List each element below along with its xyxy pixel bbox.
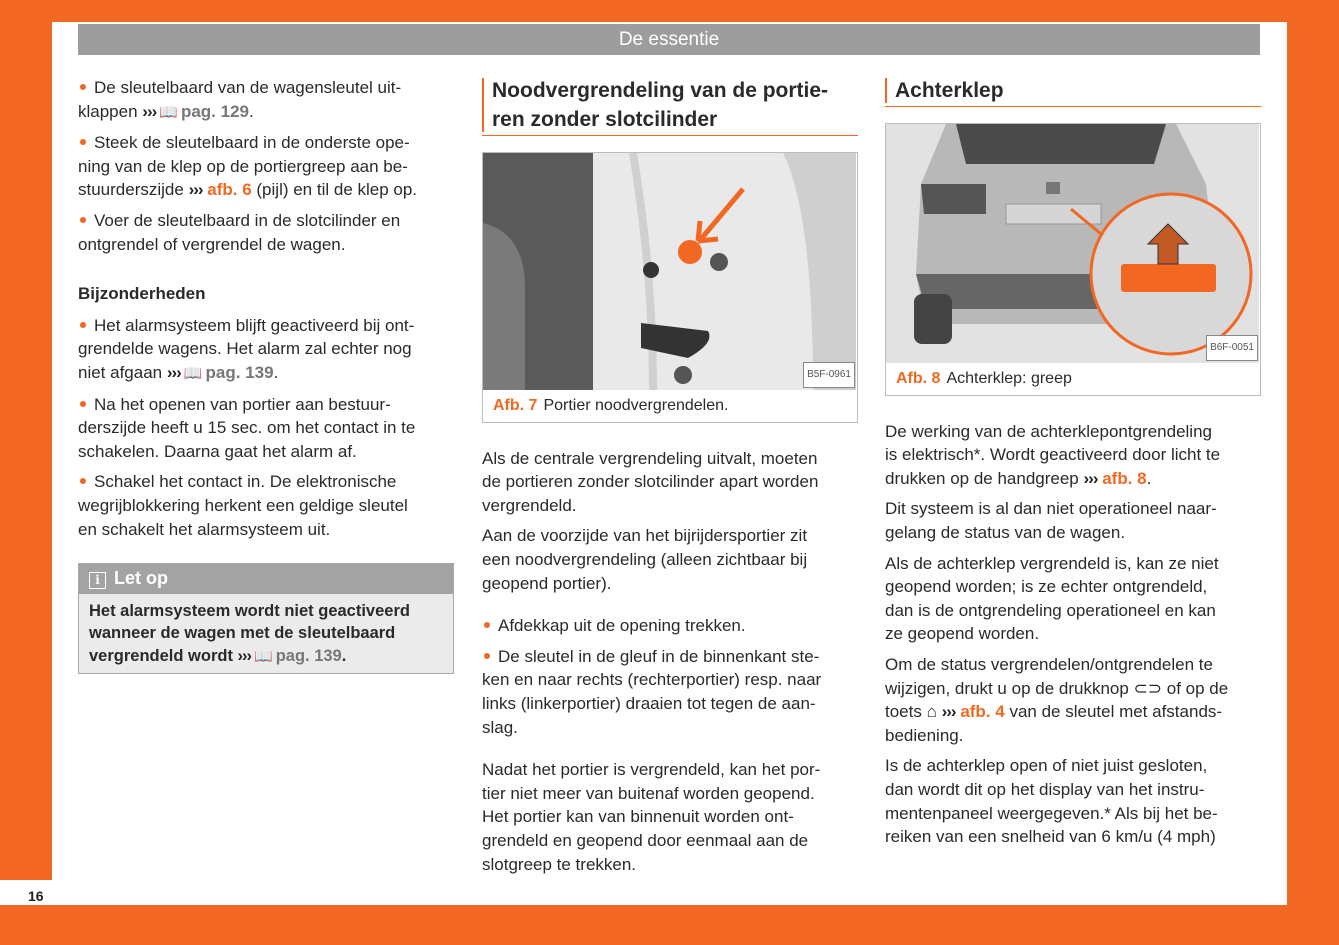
text: Als de achterklep vergrendeld is, kan ze niet geopend worden; is ze echter ontgrendeld, dan is de ontgrendeling operationeel en kan ze geopend worden. <box>885 553 1219 644</box>
bullet-item <box>78 470 454 541</box>
page-link[interactable]: pag. 139 <box>275 646 342 665</box>
text: Als de centrale vergrendeling uitvalt, moeten de portieren zonder slotcilinder apart worden vergrendeld. <box>482 448 819 515</box>
text: (pijl) en til de klep op. <box>251 180 418 200</box>
text: Voer de sleutelbaard in de slotcilinder en ontgrendel of vergrendel de wagen. <box>78 210 401 254</box>
paragraph <box>885 497 1261 544</box>
section-header: De essentie <box>78 24 1260 55</box>
bullet-item <box>78 393 454 464</box>
bullet-item <box>78 131 454 202</box>
figure-caption <box>886 363 1260 395</box>
bullet-item <box>78 76 454 124</box>
paragraph <box>482 524 858 595</box>
figure-7 <box>482 152 858 423</box>
intro-steps <box>78 76 454 256</box>
column-1 <box>78 76 454 674</box>
text: De sleutelbaard van de wagensleutel uit- klappen <box>78 78 402 121</box>
section-heading: Noodvergrendeling van de portie- ren zonder slotcilinder <box>482 76 858 136</box>
figure-code: B5F-0961 <box>803 362 855 388</box>
figure-label: Afb. 7 <box>493 397 538 414</box>
door-illustration <box>483 153 857 390</box>
column-2 <box>482 76 858 883</box>
text: Om de status vergrendelen/ontgrendelen te wijzigen, drukt u op de drukknop <box>885 654 1213 698</box>
text: van de sleutel met afstands- bediening. <box>885 702 1223 745</box>
text: Steek de sleutelbaard in de onderste ope- ning van de klep op de portiergreep aan be- stuurderszijde <box>78 133 410 200</box>
paragraph <box>482 447 858 518</box>
bullet-item <box>78 314 454 386</box>
note-title: Let op <box>114 568 168 589</box>
caption-text: Portier noodvergrendelen. <box>543 397 729 414</box>
arrows: ››› <box>237 646 252 665</box>
text: of op de toets <box>885 678 1229 722</box>
info-icon: i <box>89 572 106 589</box>
figure-link[interactable]: afb. 4 <box>955 702 1005 722</box>
text: Dit systeem is al dan niet operationeel naar- gelang de status van de wagen. <box>885 499 1217 542</box>
section-heading: Achterklep <box>885 76 1261 107</box>
figure-link[interactable]: afb. 6 <box>202 180 252 200</box>
key-button-icon: ⌂ <box>926 702 937 722</box>
bullet-item <box>482 614 858 638</box>
text: . <box>341 646 347 665</box>
arrows: ››› <box>142 101 157 121</box>
book-icon: 📖 <box>254 647 273 665</box>
arrows: ››› <box>166 362 181 382</box>
text: . <box>1146 468 1152 488</box>
text: . <box>249 101 254 121</box>
paragraph <box>885 552 1261 646</box>
body-text <box>885 420 1261 849</box>
body-text <box>482 447 858 877</box>
figure-label: Afb. 8 <box>896 370 941 387</box>
tailgate-illustration <box>886 124 1260 363</box>
text: Het alarmsysteem blijft geactiveerd bij ont- grendelde wagens. Het alarm zal echter nog niet afgaan <box>78 315 415 382</box>
text: De sleutel in de gleuf in de binnenkant ste- ken en naar rechts (rechterportier) resp. naar links (linkerportier) draaien tot tegen de aan- slag. <box>482 646 822 737</box>
text: Het alarmsysteem wordt niet geactiveerd wanneer de wagen met de sleutelbaard vergrendeld wordt <box>89 601 410 665</box>
key-button-icon: ⊂⊃ <box>1133 678 1163 698</box>
paragraph <box>885 653 1261 747</box>
text: . <box>273 362 279 382</box>
figure-link[interactable]: afb. 8 <box>1097 468 1147 488</box>
details-list <box>78 314 454 541</box>
page-link[interactable]: pag. 129 <box>180 101 249 121</box>
text: Nadat het portier is vergrendeld, kan het por- tier niet meer van buitenaf worden geopend. Het portier kan van binnenuit worden ont- grendeld en geopend door eenmaal aan de slotgreep te trekken. <box>482 760 821 874</box>
figure-8 <box>885 123 1261 396</box>
paragraph <box>482 758 858 876</box>
note-header <box>79 564 453 594</box>
bullet-item <box>78 209 454 256</box>
text: Schakel het contact in. De elektronische wegrijblokkering herkent een geldige sleutel en schakelt het alarmsysteem uit. <box>78 472 408 539</box>
book-icon: 📖 <box>183 364 203 382</box>
figure-code: B6F-0051 <box>1206 335 1258 361</box>
paragraph <box>885 420 1261 491</box>
caption-text: Achterklep: greep <box>946 370 1072 387</box>
arrows: ››› <box>941 702 956 722</box>
paragraph <box>885 754 1261 848</box>
bullet-item <box>482 645 858 739</box>
page-link[interactable]: pag. 139 <box>205 362 274 382</box>
note-body <box>79 594 453 674</box>
arrows: ››› <box>1083 468 1098 488</box>
arrows: ››› <box>188 180 203 200</box>
text: De werking van de achterklepontgrendeling is elektrisch*. Wordt geactiveerd door licht te drukken op de handgreep <box>885 421 1221 488</box>
subheading: Bijzonderheden <box>78 284 206 304</box>
text: Is de achterklep open of niet juist gesloten, dan wordt dit op het display van het instru- mentenpaneel weergegeven.* Als bij het be- reiken van een snelheid van 6 km/u (4 mph) <box>885 756 1218 847</box>
text: Na het openen van portier aan bestuur- derszijde heeft u 15 sec. om het contact in te schakelen. Daarna gaat het alarm af. <box>78 394 416 461</box>
figure-caption <box>483 390 857 422</box>
text: Afdekkap uit de opening trekken. <box>498 616 746 636</box>
text: Aan de voorzijde van het bijrijdersportier zit een noodvergrendeling (alleen zichtbaar bij geopend portier). <box>482 526 808 593</box>
page-number: 16 <box>28 888 44 904</box>
book-icon: 📖 <box>159 103 178 121</box>
column-3 <box>885 76 1261 856</box>
note-box <box>78 563 454 674</box>
